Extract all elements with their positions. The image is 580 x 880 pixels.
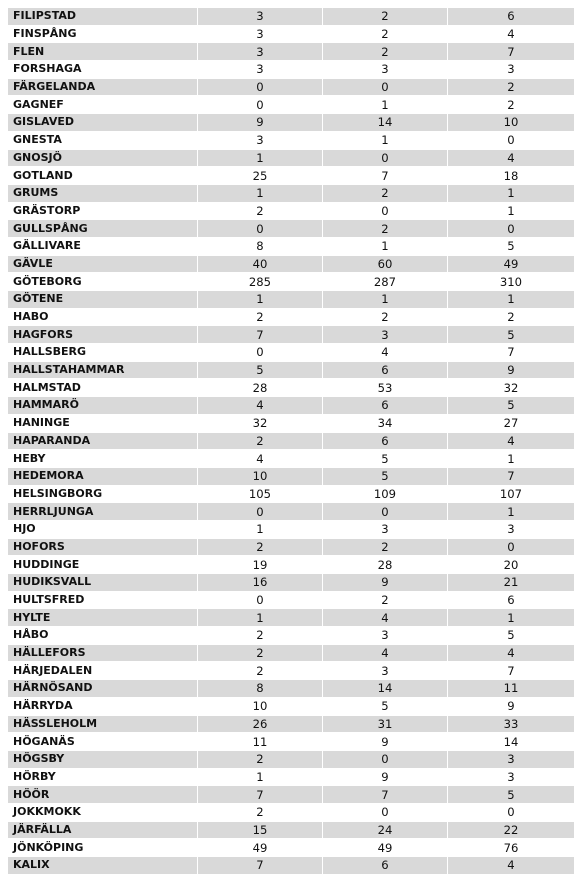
table-row: [8, 8, 575, 25]
table-row: [8, 78, 575, 96]
table-row: [8, 857, 575, 875]
table-row: [8, 786, 575, 804]
municipality-name-cell: HALLSBERG: [8, 344, 198, 362]
municipality-name-cell: GAGNEF: [8, 96, 198, 114]
table-row: [8, 344, 575, 362]
value-cell-3: 4: [448, 644, 575, 662]
value-cell-1: 10: [198, 467, 323, 485]
value-cell-1: 285: [198, 273, 323, 291]
value-cell-2: 6: [323, 397, 448, 415]
value-cell-2: 9: [323, 733, 448, 751]
table-row: [8, 591, 575, 609]
value-cell-1: 1: [198, 184, 323, 202]
value-cell-1: 0: [198, 96, 323, 114]
table-row: [8, 43, 575, 61]
table-row: [8, 167, 575, 185]
value-cell-3: 310: [448, 273, 575, 291]
value-cell-2: 4: [323, 644, 448, 662]
municipality-name-cell: HANINGE: [8, 414, 198, 432]
value-cell-2: 9: [323, 768, 448, 786]
municipality-name-cell: GÖTENE: [8, 291, 198, 309]
municipality-name-cell: GNOSJÖ: [8, 149, 198, 167]
value-cell-1: 16: [198, 574, 323, 592]
table-row: [8, 503, 575, 521]
table-row: [8, 291, 575, 309]
value-cell-2: 2: [323, 43, 448, 61]
municipality-name-cell: HELSINGBORG: [8, 485, 198, 503]
municipality-name-cell: GÄLLIVARE: [8, 237, 198, 255]
value-cell-2: 28: [323, 556, 448, 574]
table-row: [8, 397, 575, 415]
value-cell-1: 2: [198, 202, 323, 220]
municipality-name-cell: HÄSSLEHOLM: [8, 715, 198, 733]
value-cell-1: 2: [198, 803, 323, 821]
value-cell-2: 1: [323, 291, 448, 309]
table-row: [8, 96, 575, 114]
value-cell-1: 0: [198, 220, 323, 238]
municipality-name-cell: HÖGSBY: [8, 750, 198, 768]
value-cell-2: 109: [323, 485, 448, 503]
value-cell-1: 3: [198, 131, 323, 149]
table-row: [8, 414, 575, 432]
value-cell-3: 4: [448, 857, 575, 875]
value-cell-3: 1: [448, 450, 575, 468]
value-cell-3: 7: [448, 43, 575, 61]
table-row: [8, 184, 575, 202]
value-cell-1: 2: [198, 662, 323, 680]
municipality-name-cell: JÖNKÖPING: [8, 839, 198, 857]
value-cell-1: 1: [198, 149, 323, 167]
table-row: [8, 821, 575, 839]
municipality-name-cell: HJO: [8, 520, 198, 538]
municipality-name-cell: HAGFORS: [8, 326, 198, 344]
municipality-name-cell: HEBY: [8, 450, 198, 468]
value-cell-1: 2: [198, 644, 323, 662]
value-cell-2: 2: [323, 591, 448, 609]
value-cell-3: 49: [448, 255, 575, 273]
municipality-name-cell: FÄRGELANDA: [8, 78, 198, 96]
municipality-name-cell: GISLAVED: [8, 114, 198, 132]
municipality-name-cell: JÄRFÄLLA: [8, 821, 198, 839]
municipality-name-cell: HOFORS: [8, 538, 198, 556]
value-cell-1: 3: [198, 25, 323, 43]
value-cell-3: 6: [448, 8, 575, 25]
value-cell-1: 26: [198, 715, 323, 733]
value-cell-2: 3: [323, 662, 448, 680]
value-cell-1: 3: [198, 61, 323, 79]
table-row: [8, 609, 575, 627]
table-row: [8, 114, 575, 132]
value-cell-1: 0: [198, 591, 323, 609]
value-cell-2: 4: [323, 609, 448, 627]
table-row: [8, 237, 575, 255]
table-row: [8, 697, 575, 715]
value-cell-3: 7: [448, 344, 575, 362]
value-cell-2: 3: [323, 627, 448, 645]
value-cell-1: 0: [198, 78, 323, 96]
table-row: [8, 202, 575, 220]
municipality-name-cell: HÄRJEDALEN: [8, 662, 198, 680]
table-row: [8, 715, 575, 733]
value-cell-2: 24: [323, 821, 448, 839]
value-cell-3: 5: [448, 326, 575, 344]
value-cell-2: 4: [323, 344, 448, 362]
value-cell-2: 53: [323, 379, 448, 397]
value-cell-3: 0: [448, 803, 575, 821]
value-cell-2: 31: [323, 715, 448, 733]
value-cell-1: 9: [198, 114, 323, 132]
value-cell-3: 3: [448, 520, 575, 538]
value-cell-3: 4: [448, 432, 575, 450]
municipality-name-cell: HABO: [8, 308, 198, 326]
value-cell-3: 1: [448, 609, 575, 627]
value-cell-1: 3: [198, 8, 323, 25]
table-row: [8, 308, 575, 326]
value-cell-3: 107: [448, 485, 575, 503]
value-cell-3: 5: [448, 237, 575, 255]
value-cell-2: 5: [323, 697, 448, 715]
value-cell-2: 0: [323, 78, 448, 96]
value-cell-2: 7: [323, 786, 448, 804]
municipality-name-cell: HEDEMORA: [8, 467, 198, 485]
value-cell-2: 34: [323, 414, 448, 432]
value-cell-2: 6: [323, 432, 448, 450]
table-row: [8, 662, 575, 680]
value-cell-2: 0: [323, 202, 448, 220]
value-cell-3: 0: [448, 538, 575, 556]
table-row: [8, 273, 575, 291]
table-row: [8, 61, 575, 79]
municipality-name-cell: HÖRBY: [8, 768, 198, 786]
table-row: [8, 149, 575, 167]
value-cell-3: 9: [448, 361, 575, 379]
value-cell-1: 2: [198, 308, 323, 326]
value-cell-1: 3: [198, 43, 323, 61]
value-cell-2: 49: [323, 839, 448, 857]
table-row: [8, 220, 575, 238]
value-cell-3: 11: [448, 680, 575, 698]
table-row: [8, 25, 575, 43]
value-cell-1: 19: [198, 556, 323, 574]
value-cell-1: 2: [198, 432, 323, 450]
value-cell-3: 14: [448, 733, 575, 751]
value-cell-2: 1: [323, 96, 448, 114]
table-row: [8, 520, 575, 538]
municipality-name-cell: GULLSPÅNG: [8, 220, 198, 238]
value-cell-1: 15: [198, 821, 323, 839]
value-cell-3: 7: [448, 662, 575, 680]
value-cell-2: 3: [323, 61, 448, 79]
table-row: [8, 361, 575, 379]
value-cell-3: 3: [448, 750, 575, 768]
municipality-name-cell: HALMSTAD: [8, 379, 198, 397]
value-cell-1: 7: [198, 786, 323, 804]
value-cell-3: 32: [448, 379, 575, 397]
value-cell-1: 0: [198, 503, 323, 521]
municipality-name-cell: GOTLAND: [8, 167, 198, 185]
value-cell-2: 0: [323, 803, 448, 821]
value-cell-1: 8: [198, 237, 323, 255]
value-cell-1: 2: [198, 750, 323, 768]
table-row: [8, 768, 575, 786]
value-cell-1: 105: [198, 485, 323, 503]
value-cell-3: 2: [448, 96, 575, 114]
municipality-table: [8, 8, 575, 875]
value-cell-3: 5: [448, 627, 575, 645]
value-cell-3: 4: [448, 25, 575, 43]
value-cell-3: 1: [448, 202, 575, 220]
value-cell-2: 2: [323, 220, 448, 238]
value-cell-1: 40: [198, 255, 323, 273]
value-cell-2: 5: [323, 467, 448, 485]
value-cell-3: 76: [448, 839, 575, 857]
value-cell-1: 10: [198, 697, 323, 715]
value-cell-1: 5: [198, 361, 323, 379]
value-cell-2: 2: [323, 308, 448, 326]
value-cell-1: 1: [198, 609, 323, 627]
municipality-name-cell: HÄLLEFORS: [8, 644, 198, 662]
municipality-name-cell: HAPARANDA: [8, 432, 198, 450]
value-cell-1: 2: [198, 538, 323, 556]
value-cell-1: 7: [198, 857, 323, 875]
municipality-name-cell: HERRLJUNGA: [8, 503, 198, 521]
table-row: [8, 574, 575, 592]
table-row: [8, 485, 575, 503]
value-cell-1: 4: [198, 397, 323, 415]
value-cell-2: 60: [323, 255, 448, 273]
municipality-name-cell: FILIPSTAD: [8, 8, 198, 25]
value-cell-3: 18: [448, 167, 575, 185]
value-cell-3: 6: [448, 591, 575, 609]
value-cell-3: 33: [448, 715, 575, 733]
value-cell-2: 1: [323, 131, 448, 149]
table-row: [8, 326, 575, 344]
municipality-name-cell: HÅBO: [8, 627, 198, 645]
value-cell-2: 0: [323, 750, 448, 768]
value-cell-2: 2: [323, 25, 448, 43]
municipality-name-cell: HÄRNÖSAND: [8, 680, 198, 698]
table-row: [8, 450, 575, 468]
value-cell-2: 9: [323, 574, 448, 592]
table-row: [8, 379, 575, 397]
value-cell-1: 49: [198, 839, 323, 857]
value-cell-1: 1: [198, 768, 323, 786]
table-row: [8, 556, 575, 574]
value-cell-2: 14: [323, 114, 448, 132]
table-row: [8, 839, 575, 857]
value-cell-3: 22: [448, 821, 575, 839]
municipality-name-cell: HÖÖR: [8, 786, 198, 804]
value-cell-3: 9: [448, 697, 575, 715]
value-cell-3: 0: [448, 131, 575, 149]
municipality-name-cell: HYLTE: [8, 609, 198, 627]
municipality-name-cell: FORSHAGA: [8, 61, 198, 79]
table-row: [8, 733, 575, 751]
value-cell-1: 25: [198, 167, 323, 185]
municipality-name-cell: HAMMARÖ: [8, 397, 198, 415]
value-cell-2: 6: [323, 361, 448, 379]
municipality-name-cell: FINSPÅNG: [8, 25, 198, 43]
value-cell-3: 1: [448, 503, 575, 521]
value-cell-3: 10: [448, 114, 575, 132]
value-cell-2: 2: [323, 8, 448, 25]
value-cell-2: 5: [323, 450, 448, 468]
value-cell-3: 2: [448, 78, 575, 96]
value-cell-1: 0: [198, 344, 323, 362]
municipality-name-cell: HÖGANÄS: [8, 733, 198, 751]
municipality-name-cell: JOKKMOKK: [8, 803, 198, 821]
value-cell-2: 1: [323, 237, 448, 255]
value-cell-3: 0: [448, 220, 575, 238]
value-cell-3: 20: [448, 556, 575, 574]
value-cell-1: 28: [198, 379, 323, 397]
municipality-name-cell: FLEN: [8, 43, 198, 61]
municipality-name-cell: HÄRRYDA: [8, 697, 198, 715]
municipality-name-cell: HUDDINGE: [8, 556, 198, 574]
value-cell-1: 2: [198, 627, 323, 645]
value-cell-2: 0: [323, 503, 448, 521]
value-cell-3: 1: [448, 291, 575, 309]
value-cell-2: 2: [323, 538, 448, 556]
municipality-name-cell: HULTSFRED: [8, 591, 198, 609]
value-cell-1: 7: [198, 326, 323, 344]
table-row: [8, 255, 575, 273]
value-cell-3: 3: [448, 768, 575, 786]
municipality-name-cell: GRÄSTORP: [8, 202, 198, 220]
value-cell-3: 2: [448, 308, 575, 326]
value-cell-2: 2: [323, 184, 448, 202]
value-cell-2: 3: [323, 520, 448, 538]
municipality-name-cell: HALLSTAHAMMAR: [8, 361, 198, 379]
table-row: [8, 467, 575, 485]
value-cell-3: 7: [448, 467, 575, 485]
value-cell-2: 3: [323, 326, 448, 344]
municipality-name-cell: GRUMS: [8, 184, 198, 202]
value-cell-2: 287: [323, 273, 448, 291]
value-cell-3: 4: [448, 149, 575, 167]
value-cell-1: 4: [198, 450, 323, 468]
value-cell-3: 27: [448, 414, 575, 432]
value-cell-3: 3: [448, 61, 575, 79]
value-cell-2: 7: [323, 167, 448, 185]
value-cell-3: 5: [448, 397, 575, 415]
table-row: [8, 627, 575, 645]
municipality-name-cell: KALIX: [8, 857, 198, 875]
value-cell-1: 32: [198, 414, 323, 432]
municipality-name-cell: GÖTEBORG: [8, 273, 198, 291]
value-cell-1: 1: [198, 291, 323, 309]
value-cell-1: 8: [198, 680, 323, 698]
table-row: [8, 432, 575, 450]
municipality-name-cell: GNESTA: [8, 131, 198, 149]
table-row: [8, 803, 575, 821]
table-row: [8, 680, 575, 698]
value-cell-3: 1: [448, 184, 575, 202]
table-row: [8, 131, 575, 149]
municipality-name-cell: GÄVLE: [8, 255, 198, 273]
value-cell-1: 11: [198, 733, 323, 751]
value-cell-3: 5: [448, 786, 575, 804]
value-cell-3: 21: [448, 574, 575, 592]
value-cell-1: 1: [198, 520, 323, 538]
value-cell-2: 6: [323, 857, 448, 875]
table-row: [8, 538, 575, 556]
value-cell-2: 14: [323, 680, 448, 698]
table-row: [8, 750, 575, 768]
table-body: [8, 8, 575, 874]
table-row: [8, 644, 575, 662]
value-cell-2: 0: [323, 149, 448, 167]
municipality-name-cell: HUDIKSVALL: [8, 574, 198, 592]
